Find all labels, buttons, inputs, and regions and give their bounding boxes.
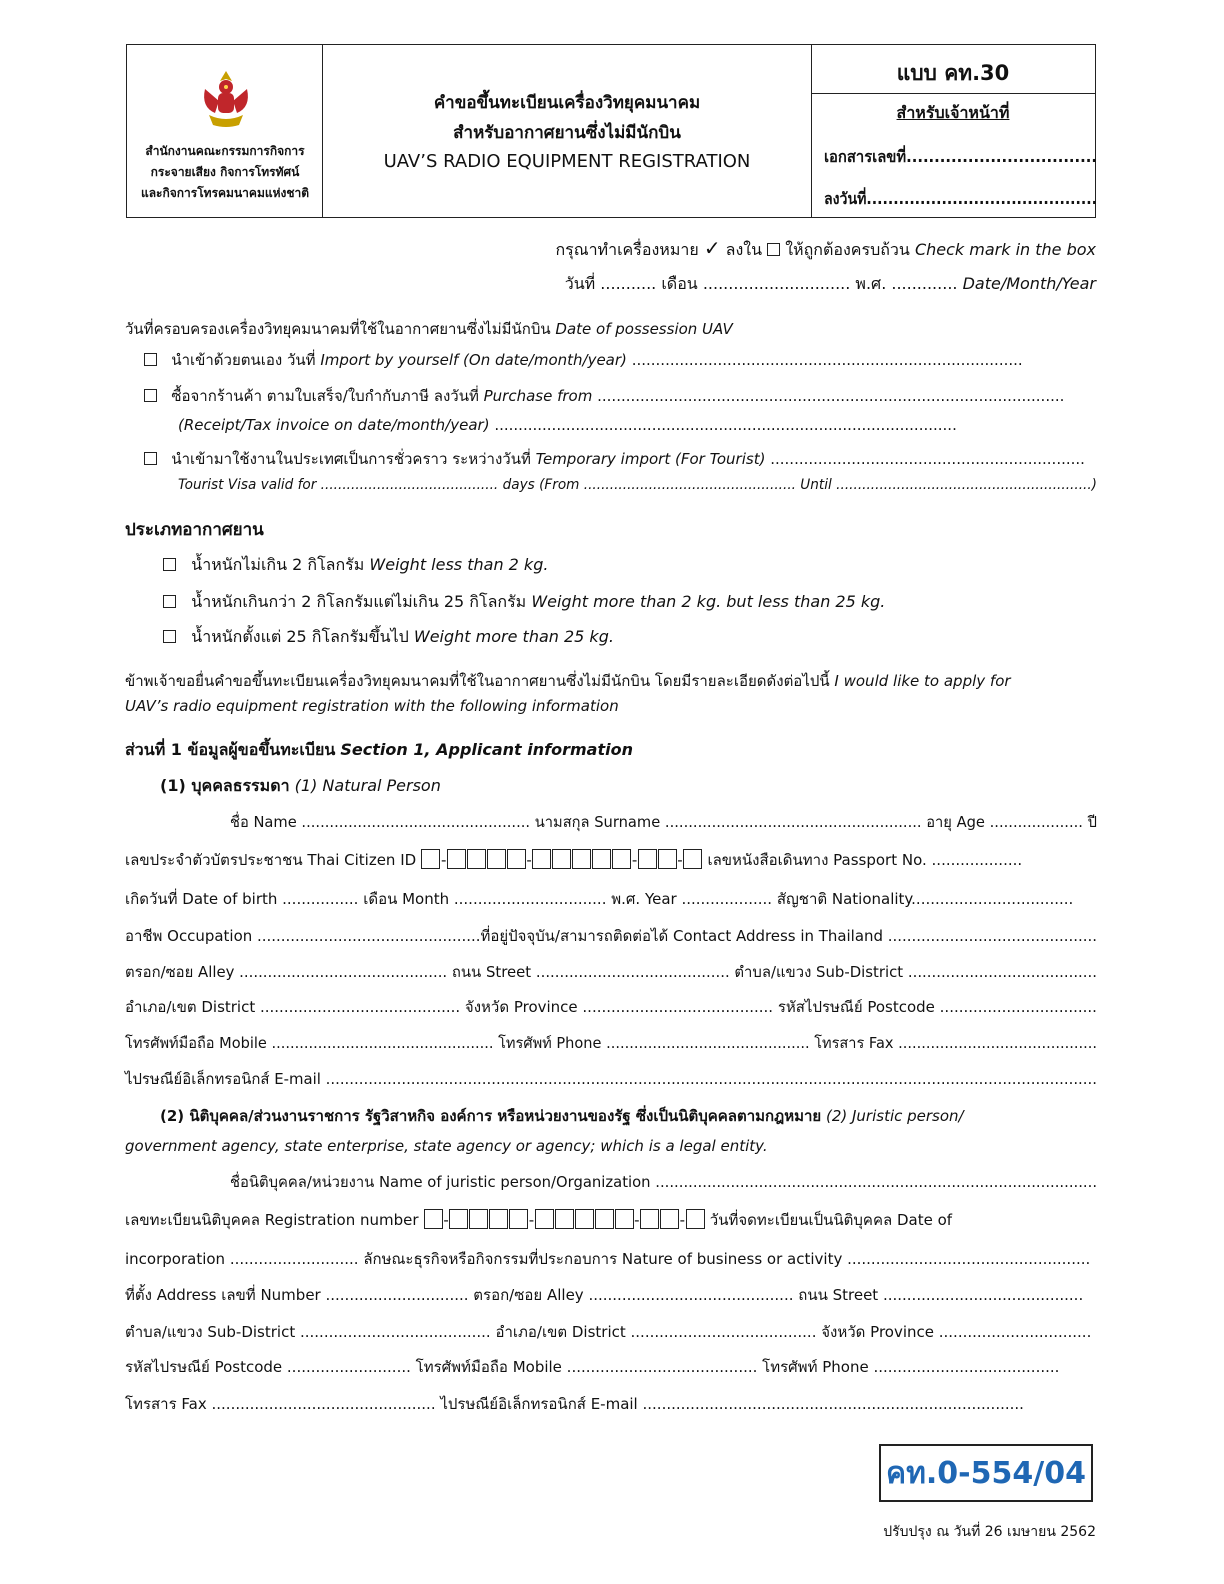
checkbox-icon: [767, 243, 780, 256]
juristic-heading: [160, 1104, 964, 1128]
agency-cell: [127, 45, 323, 217]
date-en: Date/Month/Year: [962, 274, 1096, 293]
address-row[interactable]: ที่ตั้ง Address เลขที่ Number .............................. ตรอก/ซอย Alley ........................................... ถนน Street ..........................................: [125, 1286, 1084, 1304]
officer-label: สำหรับเจ้าหน้าที่: [896, 103, 1010, 122]
title-th-2: สำหรับอากาศยานซึ่งไม่มีนักบิน: [453, 123, 681, 143]
reg-date-label: วันที่จดทะเบียนเป็นนิติบุคคล Date of: [709, 1211, 953, 1229]
citizen-id-label: เลขประจำตัวบัตรประชาชน Thai Citizen ID: [125, 851, 417, 869]
possession-heading-en: Date of possession UAV: [555, 320, 733, 338]
title-th-1: คำขอขึ้นทะเบียนเครื่องวิทยุคมนาคม: [433, 93, 701, 113]
juristic-heading-th: (2) นิติบุคคล/ส่วนงานราชการ รัฐวิสาหกิจ องค์การ หรือหน่วยงานของรัฐ ซึ่งเป็นนิติบุคคลตามกฎหมาย: [160, 1107, 822, 1125]
fill-line[interactable]: ..................................................................: [770, 450, 1085, 468]
mobile-row[interactable]: โทรศัพท์มือถือ Mobile ................................................ โทรศัพท์ Phone ............................................ โทรสาร Fax ...........................................: [125, 1034, 1097, 1052]
uav-type-option-3[interactable]: [163, 625, 614, 650]
possession-purchase-line2[interactable]: [178, 416, 957, 434]
option-label-th: นำเข้าด้วยตนเอง วันที่: [171, 351, 316, 369]
juristic-name-row[interactable]: ชื่อนิติบุคคล/หน่วยงาน Name of juristic person/Organization ..............................................................................................: [230, 1173, 1098, 1191]
tourist-visa-line[interactable]: Tourist Visa valid for ......................................... days (From ................................................. Until ...........................................................): [178, 477, 1098, 493]
alley-row[interactable]: ตรอก/ซอย Alley ............................................ ถนน Street ......................................... ตำบล/แขวง Sub-District ........................................: [125, 963, 1097, 981]
possession-heading: [125, 317, 733, 341]
option-label-th: ซื้อจากร้านค้า ตามใบเสร็จ/ใบกำกับภาษี ลงวันที่: [171, 387, 479, 405]
birth-row[interactable]: เกิดวันที่ Date of birth ................ เดือน Month ................................ พ.ศ. Year ................... สัญชาติ Nationality..................................: [125, 890, 1074, 908]
garuda-emblem-icon: [199, 67, 253, 131]
sign-date-field[interactable]: ลงวันที่...........................................: [824, 189, 1097, 208]
revision-date: ปรับปรุง ณ วันที่ 26 เมษายน 2562: [883, 1524, 1096, 1540]
checkbox[interactable]: [144, 389, 157, 402]
option-label-en: Import by yourself (On date/month/year): [320, 351, 627, 369]
checkbox[interactable]: [163, 558, 176, 571]
option-label-en: Temporary import (For Tourist): [535, 450, 766, 468]
district-row[interactable]: อำเภอ/เขต District .......................................... จังหวัด Province ........................................ รหัสไปรษณีย์ Postcode .................................: [125, 998, 1097, 1016]
citizen-id-row[interactable]: [125, 848, 1022, 872]
checkmark-icon: ✓: [703, 236, 721, 260]
checkbox[interactable]: [144, 353, 157, 366]
fill-line[interactable]: ..................................................................................................: [597, 387, 1065, 405]
form-code: แบบ คท.30: [896, 61, 1010, 85]
uav-type-option-2[interactable]: [163, 590, 885, 615]
natural-person-heading: [160, 774, 441, 799]
registration-row[interactable]: [125, 1208, 952, 1232]
agency-line-3: และกิจการโทรคมนาคมแห่งชาติ: [140, 186, 310, 200]
occupation-row[interactable]: อาชีพ Occupation ...............................................ที่อยู่ปัจจุบัน/สามารถติดต่อได้ Contact Address in Thailand ............................................: [125, 927, 1098, 945]
instr-th-b: ลงใน: [725, 240, 763, 259]
option-label-en: Weight less than 2 kg.: [369, 555, 549, 574]
officer-cell: [811, 45, 1098, 217]
checkbox[interactable]: [163, 630, 176, 643]
postcode-row[interactable]: รหัสไปรษณีย์ Postcode .......................... โทรศัพท์มือถือ Mobile ........................................ โทรศัพท์ Phone .......................................: [125, 1358, 1060, 1376]
date-line[interactable]: [565, 272, 1096, 297]
section1-heading: [125, 738, 633, 763]
uav-type-option-1[interactable]: [163, 553, 548, 578]
form-header: [126, 44, 1096, 218]
option-label-th: นำเข้ามาใช้งานในประเทศเป็นการชั่วคราว ระหว่างวันที่: [171, 450, 531, 468]
option-label-th: น้ำหนักตั้งแต่ 25 กิโลกรัมขึ้นไป: [191, 627, 409, 646]
possession-option-temporary[interactable]: [144, 447, 1085, 471]
instr-th-c: ให้ถูกต้องครบถ้วน: [785, 240, 910, 259]
passport-field[interactable]: เลขหนังสือเดินทาง Passport No. ...................: [707, 851, 1023, 869]
possession-heading-th: วันที่ครอบครองเครื่องวิทยุคมนาคมที่ใช้ในอากาศยานซึ่งไม่มีนักบิน: [125, 320, 551, 338]
fax-row[interactable]: โทรสาร Fax ............................................... ไปรษณีย์อิเล็กทรอนิกส์ E-mail ................................................................................: [125, 1395, 1024, 1413]
instr-th-a: กรุณาทำเครื่องหมาย: [555, 240, 699, 259]
option-label-th: น้ำหนักไม่เกิน 2 กิโลกรัม: [191, 555, 365, 574]
option-label-en: (Receipt/Tax invoice on date/month/year): [178, 416, 490, 434]
juristic-heading-en: (2) Juristic person/: [825, 1107, 964, 1125]
checkbox[interactable]: [144, 452, 157, 465]
registration-boxes[interactable]: - - - -: [423, 1211, 705, 1229]
apply-line-1: [125, 669, 1011, 693]
check-instruction: [555, 236, 1096, 263]
option-label-en: Weight more than 25 kg.: [413, 627, 614, 646]
agency-line-1: สำนักงานคณะกรรมการกิจการ: [145, 144, 305, 158]
email-row[interactable]: ไปรษณีย์อิเล็กทรอนิกส์ E-mail ...................................................................................................................................................................: [125, 1070, 1097, 1088]
possession-option-import[interactable]: [144, 348, 1023, 372]
juristic-heading-line2: government agency, state enterprise, state agency or agency; which is a legal entity.: [125, 1137, 768, 1155]
apply-en: I would like to apply for: [834, 672, 1011, 690]
section1-heading-th: ส่วนที่ 1 ข้อมูลผู้ขอขึ้นทะเบียน: [125, 740, 336, 759]
fill-line[interactable]: .................................................................................................: [494, 416, 957, 434]
section1-heading-en: Section 1, Applicant information: [340, 740, 633, 759]
instr-en: Check mark in the box: [914, 240, 1096, 259]
checkbox[interactable]: [163, 595, 176, 608]
name-row[interactable]: ชื่อ Name ................................................. นามสกุล Surname ....................................................... อายุ Age .................... ปี: [230, 813, 1097, 831]
date-th: วันที่ ........... เดือน ............................. พ.ศ. .............: [564, 274, 958, 293]
title-en: UAV’S RADIO EQUIPMENT REGISTRATION: [383, 151, 751, 172]
apply-th: ข้าพเจ้าขอยื่นคำขอขึ้นทะเบียนเครื่องวิทยุคมนาคมที่ใช้ในอากาศยานซึ่งไม่มีนักบิน โดยมีรายละเอียดดังต่อไปนี้: [125, 672, 830, 690]
registration-label: เลขทะเบียนนิติบุคคล Registration number: [125, 1211, 419, 1229]
incorporation-row[interactable]: incorporation ........................... ลักษณะธุรกิจหรือกิจกรรมที่ประกอบการ Nature of business or activity ...................................................: [125, 1250, 1091, 1268]
option-label-th: น้ำหนักเกินกว่า 2 กิโลกรัมแต่ไม่เกิน 25 กิโลกรัม: [191, 592, 527, 611]
apply-line-2: UAV’s radio equipment registration with the following information: [125, 697, 619, 715]
subdistrict-row[interactable]: ตำบล/แขวง Sub-District ........................................ อำเภอ/เขต District ....................................... จังหวัด Province ................................: [125, 1323, 1092, 1341]
doc-no-field[interactable]: เอกสารเลขที่..................................: [824, 147, 1098, 166]
form-code-stamp: คท.0-554/04: [879, 1444, 1093, 1502]
natural-heading-en: (1) Natural Person: [294, 776, 441, 795]
uav-type-heading: ประเภทอากาศยาน: [125, 520, 264, 540]
option-label-en: Weight more than 2 kg. but less than 25 kg.: [531, 592, 886, 611]
fill-line[interactable]: ..................................................................................: [631, 351, 1023, 369]
possession-option-purchase[interactable]: [144, 384, 1064, 408]
option-label-en: Purchase from: [483, 387, 593, 405]
natural-heading-th: (1) บุคคลธรรมดา: [160, 776, 290, 795]
agency-line-2: กระจายเสียง กิจการโทรทัศน์: [150, 165, 300, 179]
citizen-id-boxes[interactable]: - - - -: [421, 851, 703, 869]
divider: [812, 93, 1095, 94]
